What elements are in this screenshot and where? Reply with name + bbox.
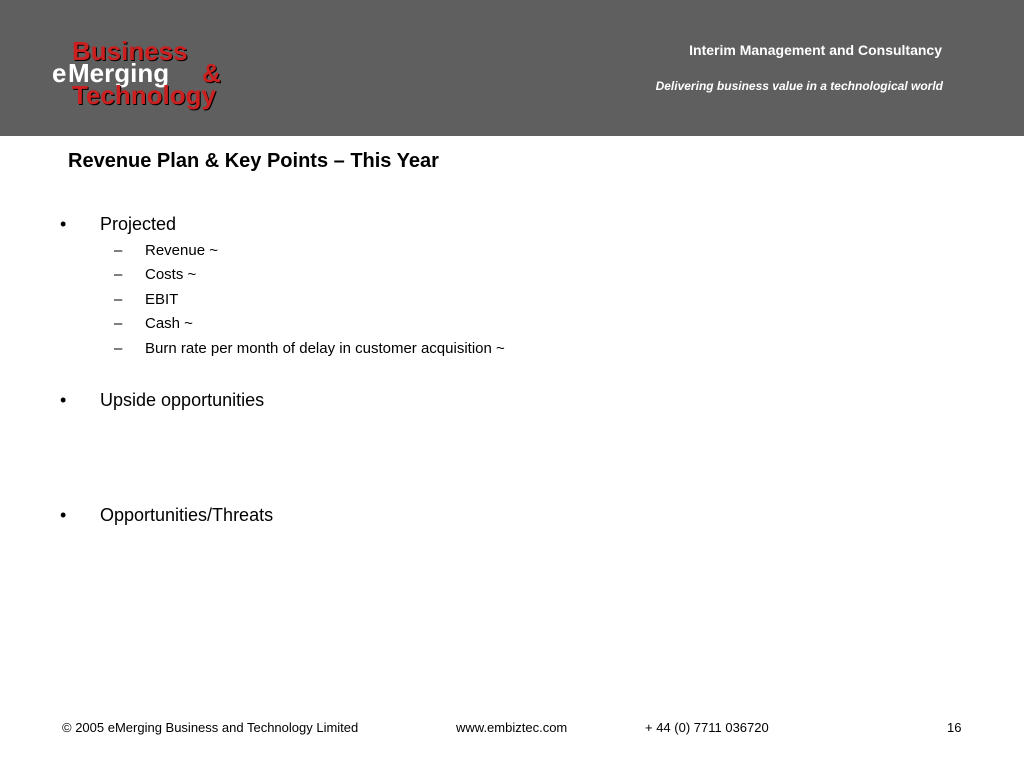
logo-letter-e: e xyxy=(52,58,67,88)
subitem-marker: – xyxy=(114,242,123,259)
tagline-main: Interim Management and Consultancy xyxy=(689,42,942,58)
logo-line-technology: Technology xyxy=(72,80,216,110)
logo-line-business: Business xyxy=(72,36,188,66)
footer-phone: + 44 (0) 7711 036720 xyxy=(645,720,769,735)
subitem-marker: – xyxy=(114,291,123,308)
tagline-sub: Delivering business value in a technological world xyxy=(655,79,943,93)
subitem-marker: – xyxy=(114,340,123,357)
bullet-label: Opportunities/Threats xyxy=(100,505,274,525)
subitem-marker: – xyxy=(114,266,123,283)
bullet-label: Upside opportunities xyxy=(100,390,265,410)
logo-ampersand: & xyxy=(202,58,221,88)
bullet-marker: • xyxy=(60,505,67,525)
bullet-marker: • xyxy=(60,214,67,234)
subitem-label: Costs ~ xyxy=(145,266,197,283)
page-number: 16 xyxy=(947,720,962,735)
slide-title: Revenue Plan & Key Points – This Year xyxy=(68,150,439,172)
subitem-label: Revenue ~ xyxy=(145,242,218,259)
subitem-label: Burn rate per month of delay in customer acquisition ~ xyxy=(145,340,505,357)
footer-copyright: © 2005 eMerging Business and Technology Limited xyxy=(62,720,359,735)
bullet-marker: • xyxy=(60,390,67,410)
subitem-label: EBIT xyxy=(145,291,179,308)
footer-website-link[interactable]: www.embiztec.com xyxy=(456,720,568,735)
subitem-marker: – xyxy=(114,315,123,332)
logo-line-merging: Merging xyxy=(68,58,170,88)
subitem-label: Cash ~ xyxy=(145,315,193,332)
bullet-label: Projected xyxy=(100,214,177,234)
